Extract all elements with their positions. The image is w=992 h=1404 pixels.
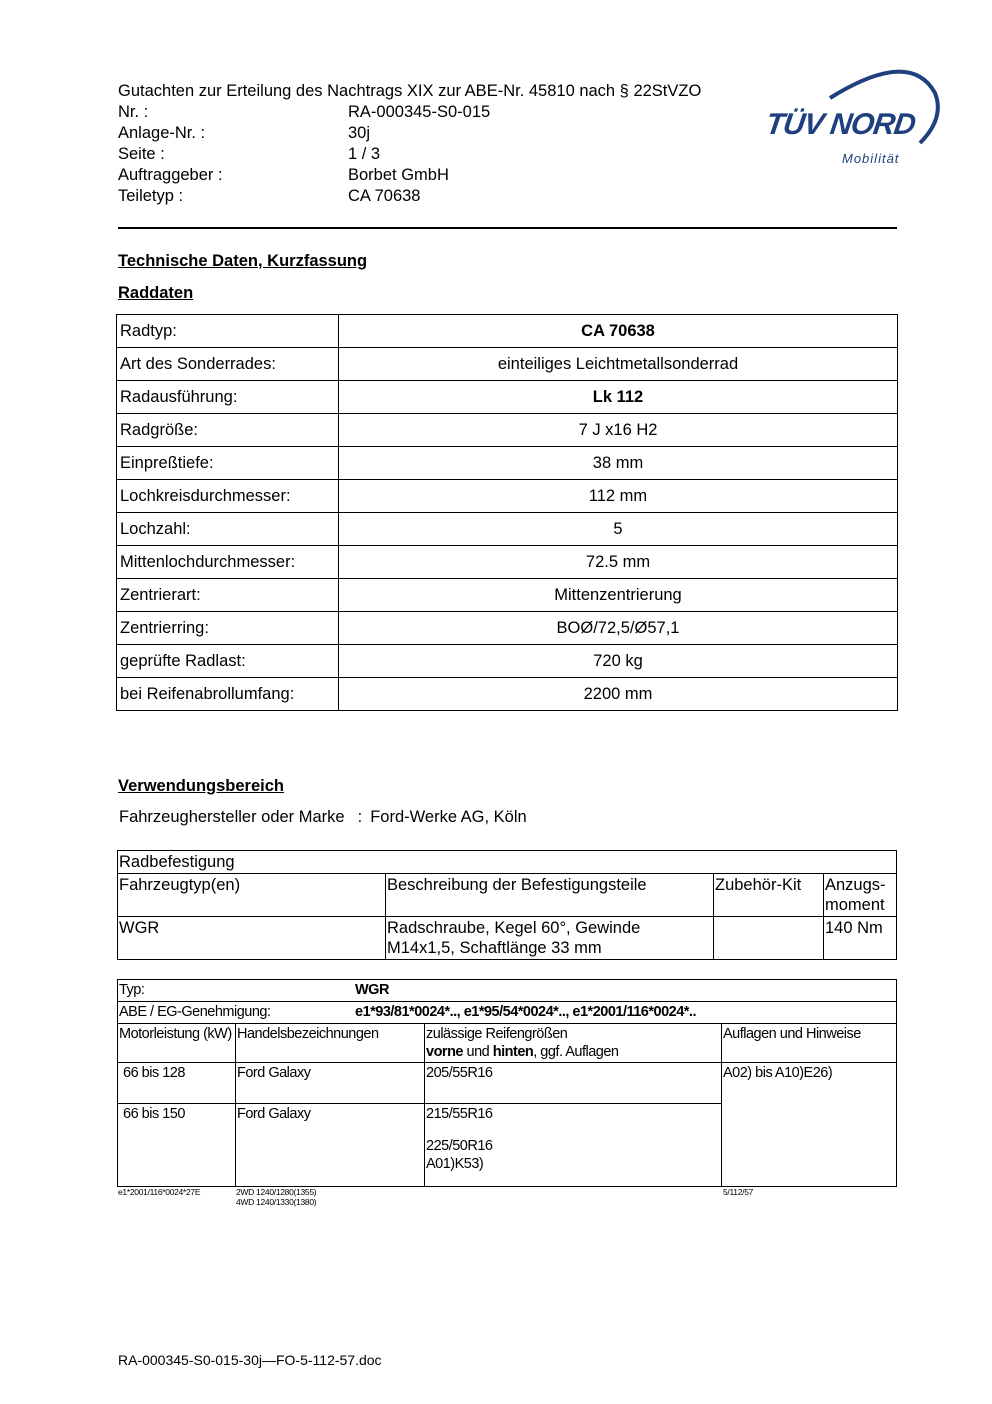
raddaten-row <box>117 579 898 612</box>
raddaten-value: CA 70638 <box>339 315 898 348</box>
header-value: RA-000345-S0-015 <box>348 103 491 121</box>
cell-beschreibung: Radschraube, Kegel 60°, Gewinde M14x1,5, Schaftlänge 33 mm <box>386 917 714 960</box>
typ-label: Typ: <box>119 982 145 998</box>
typ-table <box>117 979 897 1187</box>
cell-zubehoer-kit <box>714 917 824 960</box>
raddaten-row <box>117 348 898 381</box>
raddaten-row <box>117 678 898 711</box>
header-row <box>118 102 701 123</box>
raddaten-table <box>116 314 898 711</box>
raddaten-row <box>117 480 898 513</box>
hersteller-sep: : <box>357 808 363 826</box>
header-divider <box>118 227 897 229</box>
row1-motor: 66 bis 128 <box>118 1063 236 1104</box>
document-header <box>118 81 701 207</box>
raddaten-value: 38 mm <box>339 447 898 480</box>
header-reifen-rest: , ggf. Auflagen <box>533 1044 619 1060</box>
section-raddaten: Raddaten <box>118 284 194 302</box>
raddaten-label: Radausführung: <box>117 381 339 414</box>
raddaten-value: 2200 mm <box>339 678 898 711</box>
section-verwendungsbereich: Verwendungsbereich <box>118 777 284 795</box>
hersteller-value: Ford-Werke AG, Köln <box>370 808 527 826</box>
header-anzugsmoment: Anzugs-moment <box>824 874 897 917</box>
header-reifen-vorne: vorne <box>426 1044 463 1060</box>
raddaten-label: Einpreßtiefe: <box>117 447 339 480</box>
header-label: Teiletyp : <box>118 187 184 205</box>
header-value: CA 70638 <box>348 187 421 205</box>
raddaten-row <box>117 447 898 480</box>
header-row <box>118 144 701 165</box>
raddaten-label: Lochzahl: <box>117 513 339 546</box>
footer-code: 5/112/57 <box>723 1187 754 1197</box>
footer-4wd: 4WD 1240/1330(1380) <box>236 1197 317 1207</box>
hersteller-label: Fahrzeughersteller oder Marke <box>119 808 345 826</box>
footer-approval: e1*2001/116*0024*27E <box>118 1187 201 1197</box>
raddaten-label: geprüfte Radlast: <box>117 645 339 678</box>
header-title: Gutachten zur Erteilung des Nachtrags XIX zur ABE-Nr. 45810 nach § 22StVZO <box>118 82 702 100</box>
header-label: Seite : <box>118 145 165 163</box>
header-label: Nr. : <box>118 103 149 121</box>
header-reifen-und: und <box>463 1044 493 1060</box>
radbefestigung-title: Radbefestigung <box>118 851 897 874</box>
abe-value: e1*93/81*0024*.., e1*95/54*0024*.., e1*2001/116*0024*.. <box>355 1004 696 1020</box>
header-row <box>118 186 701 207</box>
row2-reifen-2: 225/50R16 <box>426 1138 493 1154</box>
tuv-nord-logo: TÜV NORD <box>763 108 918 141</box>
typ-value: WGR <box>355 982 389 998</box>
raddaten-row <box>117 645 898 678</box>
footer-wd <box>236 1187 316 1207</box>
raddaten-value: 7 J x16 H2 <box>339 414 898 447</box>
cell-fahrzeugtyp: WGR <box>118 917 386 960</box>
raddaten-label: Radgröße: <box>117 414 339 447</box>
raddaten-value: 72.5 mm <box>339 546 898 579</box>
header-label: Auftraggeber : <box>118 166 223 184</box>
header-auflagen: Auflagen und Hinweise <box>722 1024 897 1063</box>
raddaten-value: einteiliges Leichtmetallsonderrad <box>339 348 898 381</box>
raddaten-row <box>117 414 898 447</box>
header-beschreibung: Beschreibung der Befestigungsteile <box>386 874 714 917</box>
raddaten-label: Art des Sonderrades: <box>117 348 339 381</box>
header-zubehoer-kit: Zubehör-Kit <box>714 874 824 917</box>
cell-anzugsmoment: 140 Nm <box>824 917 897 960</box>
raddaten-value: 5 <box>339 513 898 546</box>
header-row <box>118 123 701 144</box>
raddaten-label: Mittenlochdurchmesser: <box>117 546 339 579</box>
raddaten-value: 720 kg <box>339 645 898 678</box>
raddaten-value: BOØ/72,5/Ø57,1 <box>339 612 898 645</box>
header-fahrzeugtyp: Fahrzeugtyp(en) <box>118 874 386 917</box>
raddaten-label: Lochkreisdurchmesser: <box>117 480 339 513</box>
raddaten-value: Mittenzentrierung <box>339 579 898 612</box>
raddaten-row <box>117 381 898 414</box>
raddaten-label: bei Reifenabrollumfang: <box>117 678 339 711</box>
header-value: Borbet GmbH <box>348 166 449 184</box>
raddaten-row <box>117 513 898 546</box>
row2-handel: Ford Galaxy <box>236 1104 425 1187</box>
raddaten-label: Radtyp: <box>117 315 339 348</box>
header-label: Anlage-Nr. : <box>118 124 206 142</box>
row1-reifen: 205/55R16 <box>425 1063 722 1104</box>
row2-reifen <box>425 1104 722 1187</box>
abe-row <box>118 1002 897 1024</box>
footer-2wd: 2WD 1240/1280(1355) <box>236 1187 317 1197</box>
header-value: 1 / 3 <box>348 145 381 163</box>
section-technische-daten: Technische Daten, Kurzfassung <box>118 252 368 270</box>
header-reifen-hinten: hinten <box>492 1044 534 1060</box>
row2-motor: 66 bis 150 <box>118 1104 236 1187</box>
raddaten-value: 112 mm <box>339 480 898 513</box>
header-row <box>118 165 701 186</box>
raddaten-label: Zentrierart: <box>117 579 339 612</box>
header-handelsbezeichnungen: Handelsbezeichnungen <box>236 1024 425 1063</box>
raddaten-row <box>117 315 898 348</box>
header-motorleistung: Motorleistung (kW) <box>118 1024 236 1063</box>
raddaten-row <box>117 546 898 579</box>
document-filename: RA-000345-S0-015-30j—FO-5-112-57.doc <box>118 1352 382 1368</box>
fahrzeughersteller <box>119 808 527 827</box>
header-reifengroessen <box>425 1024 722 1063</box>
auflagen-cell: A02) bis A10)E26) <box>722 1063 897 1187</box>
abe-label: ABE / EG-Genehmigung: <box>119 1004 271 1020</box>
row1-handel: Ford Galaxy <box>236 1063 425 1104</box>
row2-reifen-1: 215/55R16 <box>426 1106 493 1122</box>
raddaten-value: Lk 112 <box>339 381 898 414</box>
typ-row <box>118 980 897 1002</box>
logo-subtitle: Mobilität <box>842 151 900 166</box>
raddaten-label: Zentrierring: <box>117 612 339 645</box>
raddaten-row <box>117 612 898 645</box>
header-value: 30j <box>348 124 371 142</box>
row2-reifen-3: A01)K53) <box>426 1156 484 1172</box>
radbefestigung-table <box>117 850 897 960</box>
header-reifen-line1: zulässige Reifengrößen <box>426 1026 568 1042</box>
